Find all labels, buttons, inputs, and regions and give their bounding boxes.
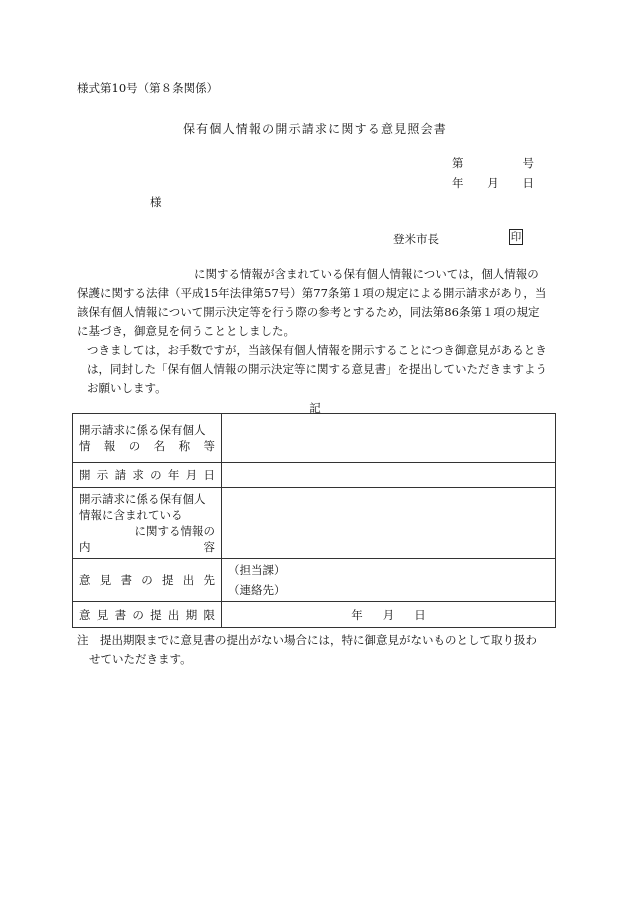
label-char: 日 xyxy=(203,468,215,482)
addressee-honorific: 様 xyxy=(150,195,162,209)
row-label-information-content xyxy=(73,488,222,559)
label-char: の xyxy=(132,607,144,622)
label-char: 容 xyxy=(203,540,215,554)
label-char: 見 xyxy=(99,573,112,587)
label-char: 意 xyxy=(79,607,91,622)
label-line-distributed xyxy=(79,467,215,483)
table-row xyxy=(73,602,556,628)
label-char: 求 xyxy=(132,468,144,482)
label-char: 見 xyxy=(96,607,109,622)
label-line-distributed xyxy=(79,539,215,555)
information-content-field[interactable] xyxy=(222,488,556,559)
request-date-field[interactable] xyxy=(222,463,556,488)
submission-destination-field[interactable] xyxy=(222,559,556,602)
deadline-month: 月 xyxy=(382,607,395,622)
label-char: の xyxy=(150,468,162,482)
label-char: 先 xyxy=(203,573,215,587)
label-char: 報 xyxy=(103,439,116,453)
sender-name: 登米市長 xyxy=(393,232,439,246)
reference-no-prefix: 第 xyxy=(452,156,464,170)
issue-month: 月 xyxy=(487,176,499,190)
label-char: 年 xyxy=(167,468,180,482)
page-title: 保有個人情報の開示請求に関する意見照会書 xyxy=(182,122,447,136)
information-name-field[interactable] xyxy=(222,414,556,463)
label-line: 開示請求に係る保有個人 xyxy=(79,492,206,506)
label-char: 提 xyxy=(162,573,174,587)
body-paragraph-2: つきましては，お手数ですが，当該保有個人情報を開示することにつき御意見があるときは，同封した「保有個人情報の開示決定等に関する意見書」を提出していただきますようお願いします。 xyxy=(87,343,547,395)
label-line: に関する情報の xyxy=(134,524,215,538)
label-char: 称 xyxy=(178,439,191,453)
table-row xyxy=(73,463,556,488)
label-char: 内 xyxy=(79,540,91,554)
issue-date-line xyxy=(452,175,534,191)
table-row xyxy=(73,559,556,602)
label-char: 書 xyxy=(114,607,127,622)
issue-day: 日 xyxy=(522,176,534,190)
label-line: 情報に含まれている xyxy=(79,508,183,522)
table-row xyxy=(73,488,556,559)
label-char: 等 xyxy=(203,439,215,453)
label-char: の xyxy=(128,439,141,453)
row-label-submission-destination xyxy=(73,559,222,602)
issue-year: 年 xyxy=(452,176,464,190)
label-char: 書 xyxy=(120,573,132,587)
seal-stamp: 印 xyxy=(510,231,522,243)
label-char: 情 xyxy=(79,439,91,453)
label-char: 出 xyxy=(182,573,195,587)
label-char: 月 xyxy=(185,468,198,482)
label-char: 提 xyxy=(150,607,162,622)
form-number: 様式第10号（第８条関係） xyxy=(77,81,219,95)
label-char: 意 xyxy=(79,573,91,587)
table-row xyxy=(73,414,556,463)
label-line-distributed xyxy=(79,572,215,588)
label-line: 開示請求に係る保有個人 xyxy=(79,423,206,437)
deadline-year: 年 xyxy=(351,607,363,622)
label-char: 名 xyxy=(153,439,166,453)
label-char: 開 xyxy=(79,468,91,482)
info-table xyxy=(72,413,556,628)
label-line-distributed xyxy=(79,607,215,623)
label-char: 示 xyxy=(96,468,109,482)
reference-no-suffix: 号 xyxy=(522,156,534,170)
label-char: 限 xyxy=(203,607,215,622)
footnote xyxy=(77,631,553,669)
body-paragraph-1-rest: 保護に関する法律（平成15年法律第57号）第77条第１項の規定による開示請求があり，当該保有個人情報について開示決定等を行う際の参考とするため，同法第86条第１項の規定に基づき，御意見を伺うこととしました。 xyxy=(77,286,547,338)
deadline-date xyxy=(228,607,549,623)
label-char: 期 xyxy=(185,607,198,622)
department-label: （担当課） xyxy=(228,563,286,577)
footnote-line-1: 注 提出期限までに意見書の提出がない場合には，特に御意見がないものとして取り扱わ xyxy=(77,633,537,647)
submission-deadline-field[interactable] xyxy=(222,602,556,628)
deadline-day: 日 xyxy=(414,607,426,622)
label-char: 出 xyxy=(167,607,180,622)
footnote-line-2: せていただきます。 xyxy=(89,652,192,666)
body-text xyxy=(77,265,549,398)
row-label-request-date xyxy=(73,463,222,488)
contact-label: （連絡先） xyxy=(228,583,286,597)
label-line-distributed xyxy=(79,438,215,454)
label-char: の xyxy=(141,573,153,587)
row-label-information-name xyxy=(73,414,222,463)
reference-number-line xyxy=(452,155,534,171)
row-label-submission-deadline xyxy=(73,602,222,628)
ki-heading: 記 xyxy=(309,401,321,415)
body-paragraph-1-line-1: に関する情報が含まれている保有個人情報については，個人情報の xyxy=(194,267,539,281)
label-char: 請 xyxy=(114,468,127,482)
